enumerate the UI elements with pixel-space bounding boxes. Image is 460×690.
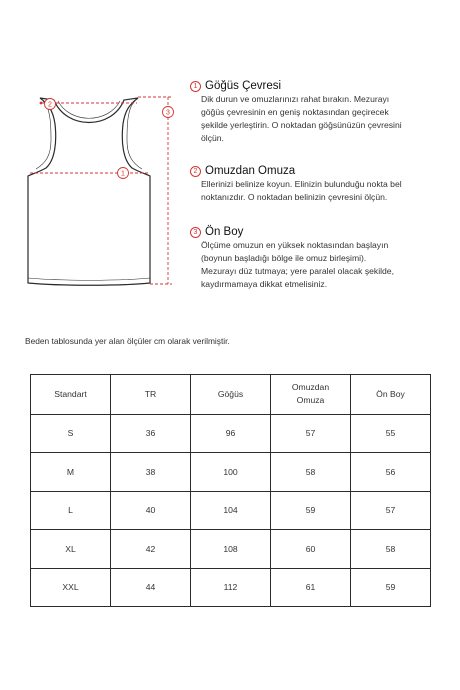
instruction-line: (boynun başladığı bölge ile omuz birleşimi). xyxy=(201,253,367,263)
instruction-title-shoulder: Omuzdan Omuza xyxy=(205,165,296,177)
table-cell: 100 xyxy=(191,453,271,492)
marker-3-label: 3 xyxy=(166,109,170,117)
instruction-chest xyxy=(190,80,452,145)
measurement-note: Beden tablosunda yer alan ölçüler cm olarak verilmiştir. xyxy=(25,336,230,346)
table-header-cell: Göğüs xyxy=(191,375,271,415)
instruction-line: Ölçüme omuzun en yüksek noktasından başlayın xyxy=(201,240,389,250)
table-header-cell xyxy=(271,375,351,415)
instruction-line: Ellerinizi belinize koyun. Elinizin bulunduğu nokta bel xyxy=(201,179,402,189)
table-cell: 38 xyxy=(111,453,191,492)
instruction-length xyxy=(190,226,452,291)
instruction-title-chest: Göğüs Çevresi xyxy=(205,80,282,92)
table-cell: 58 xyxy=(351,530,431,569)
table-cell: 57 xyxy=(271,414,351,453)
table-cell: 40 xyxy=(111,491,191,530)
instruction-line: kaydırmamaya dikkat etmelisiniz. xyxy=(201,279,328,289)
instruction-line: şekilde yerleştirin. O noktadan göğsünüzün çevresini xyxy=(201,120,402,130)
table-cell: 57 xyxy=(351,491,431,530)
table-cell: 36 xyxy=(111,414,191,453)
instruction-number-3: 3 xyxy=(190,227,201,238)
armhole-stitch-left xyxy=(36,101,51,169)
table-cell: 112 xyxy=(191,568,271,607)
size-table xyxy=(30,374,431,607)
instruction-line: Dik durun ve omuzlarınızı rahat bırakın. Mezurayı xyxy=(201,94,390,104)
table-header-cell: Ön Boy xyxy=(351,375,431,415)
marker-1-label: 1 xyxy=(121,170,125,178)
table-cell: L xyxy=(31,491,111,530)
table-cell: 42 xyxy=(111,530,191,569)
table-cell: 44 xyxy=(111,568,191,607)
header-omuzdan-omuza: Omuzdan Omuza xyxy=(291,382,330,406)
table-row xyxy=(31,530,431,569)
table-cell: 108 xyxy=(191,530,271,569)
instruction-title-length: Ön Boy xyxy=(205,226,244,238)
table-cell: 58 xyxy=(271,453,351,492)
table-cell: 55 xyxy=(351,414,431,453)
table-cell: M xyxy=(31,453,111,492)
table-header-row xyxy=(31,375,431,415)
instruction-shoulder xyxy=(190,165,452,204)
table-cell: 96 xyxy=(191,414,271,453)
table-row xyxy=(31,491,431,530)
table-row xyxy=(31,414,431,453)
table-cell: S xyxy=(31,414,111,453)
table-cell: 104 xyxy=(191,491,271,530)
table-cell: 59 xyxy=(351,568,431,607)
tank-top-diagram xyxy=(0,0,190,300)
table-cell: XXL xyxy=(31,568,111,607)
table-header-cell: TR xyxy=(111,375,191,415)
table-cell: 60 xyxy=(271,530,351,569)
instruction-text-chest xyxy=(201,93,452,145)
tank-top-outline xyxy=(28,98,150,285)
marker-2-label: 2 xyxy=(48,101,52,109)
instruction-line: noktanızdır. O noktadan belinizin çevresini ölçün. xyxy=(201,192,388,202)
instruction-line: göğüs çevresinin en geniş noktasından geçirecek xyxy=(201,107,389,117)
table-cell: XL xyxy=(31,530,111,569)
table-row xyxy=(31,568,431,607)
table-cell: 61 xyxy=(271,568,351,607)
table-row xyxy=(31,453,431,492)
table-cell: 59 xyxy=(271,491,351,530)
instruction-line: ölçün. xyxy=(201,133,224,143)
table-header-cell: Standart xyxy=(31,375,111,415)
shoulder-point-left xyxy=(40,102,43,105)
instruction-number-1: 1 xyxy=(190,81,201,92)
armhole-stitch-right xyxy=(127,101,142,169)
instruction-number-2: 2 xyxy=(190,166,201,177)
table-cell: 56 xyxy=(351,453,431,492)
instruction-text-length xyxy=(201,239,452,291)
instruction-line: Mezurayı düz tutmaya; yere paralel olacak şekilde, xyxy=(201,266,394,276)
instruction-text-shoulder xyxy=(201,178,452,204)
